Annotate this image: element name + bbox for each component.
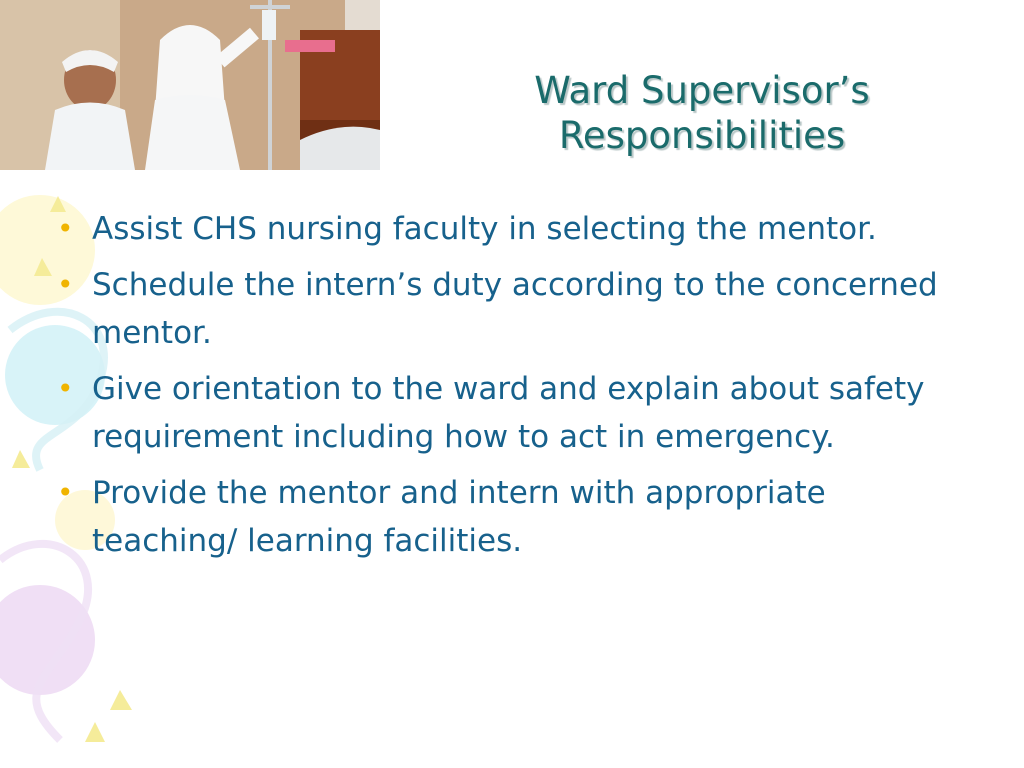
bg-bubble-3	[0, 585, 95, 695]
bullet-item	[55, 365, 975, 461]
bullet-list	[55, 205, 975, 573]
bullet-item	[55, 469, 975, 565]
title-line-1: Ward Supervisor’s	[534, 69, 870, 112]
bg-triangle-3	[110, 690, 132, 710]
bullet-icon: •	[57, 212, 74, 245]
nurses-photo	[0, 0, 380, 170]
bullet-icon: •	[57, 268, 74, 301]
bullet-text: Give orientation to the ward and explain about safety requirement including how to act in emergency.	[92, 371, 925, 455]
bullet-text: Assist CHS nursing faculty in selecting the mentor.	[92, 211, 877, 247]
title-line-2: Responsibilities	[558, 114, 846, 157]
bg-triangle-4	[85, 722, 105, 742]
bullet-item	[55, 261, 975, 357]
bullet-icon: •	[57, 372, 74, 405]
bullet-icon: •	[57, 476, 74, 509]
bullet-item	[55, 205, 975, 253]
bullet-text: Schedule the intern’s duty according to the concerned mentor.	[92, 267, 938, 351]
slide-title	[380, 68, 1024, 158]
bullet-text: Provide the mentor and intern with appropriate teaching/ learning facilities.	[92, 475, 826, 559]
bg-triangle-2	[12, 450, 30, 468]
